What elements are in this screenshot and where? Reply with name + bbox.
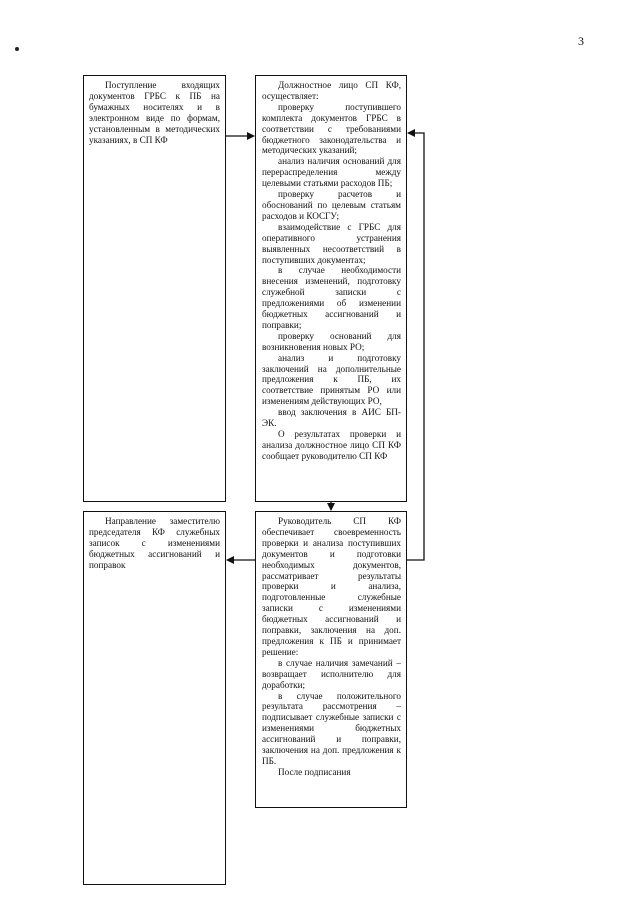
box-paragraph: взаимодействие с ГРБС для оперативного устранения выявленных несоответствий в поступивших документах; xyxy=(262,221,401,265)
box-paragraph: в случае положительного результата рассмотрения – подписывает служебные записки с изменениями бюджетных ассигнований и поправки, заключения на доп. предложения к ПБ. xyxy=(262,690,401,766)
box-text: Поступление входящих документов ГРБС к ПБ на бумажных носителях и в электронном виде по формам, установленным в методических указаниях, в СП КФ xyxy=(89,80,220,145)
box-paragraph: анализ наличия оснований для перераспределения между целевыми статьями расходов ПБ; xyxy=(262,156,401,189)
box-paragraph: ввод заключения в АИС БП-ЭК. xyxy=(262,407,401,429)
box-paragraph: Руководитель СП КФ обеспечивает своевременность проверки и анализа поступивших документов и подготовки необходимых документов, рассматривает результаты проверки и анализа, подготовленные служебные записки с изменениями бюджетных ассигнований и поправки, заключения на доп. предложения к ПБ и принимает решение: xyxy=(262,516,401,657)
box-paragraph: проверку расчетов и обоснований по целевым статьям расходов и КОСГУ; xyxy=(262,189,401,221)
arrow-head-return-to-official xyxy=(407,133,424,560)
box-paragraph: О результатах проверки и анализа должностное лицо СП КФ сообщает руководителю СП КФ xyxy=(262,429,401,461)
box-paragraph: анализ и подготовку заключений на дополнительные предложения к ПБ, их соответствие принятым РО или изменениям действующих РО, xyxy=(262,352,401,407)
box-paragraph: После подписания xyxy=(278,766,351,777)
box-paragraph: в случае необходимости внесения изменений, подготовку служебной записки с предложениями об изменении бюджетных ассигнований и поправки; xyxy=(262,265,401,330)
box-paragraph: в случае наличия замечаний – возвращает исполнителю для доработки; xyxy=(262,657,401,690)
page-number: 3 xyxy=(578,34,584,48)
box-paragraph: проверку поступившего комплекта документов ГРБС в соответствии с требованиями бюджетного законодательства и методических указаний; xyxy=(262,101,401,156)
box-paragraph: Должностное лицо СП КФ, осуществляет: xyxy=(262,80,401,101)
box-paragraph: проверку оснований для возникновения новых РО; xyxy=(262,330,401,352)
box-text: Направление заместителю председателя КФ служебных записок с изменениями бюджетных ассигнований и поправок xyxy=(89,516,220,570)
